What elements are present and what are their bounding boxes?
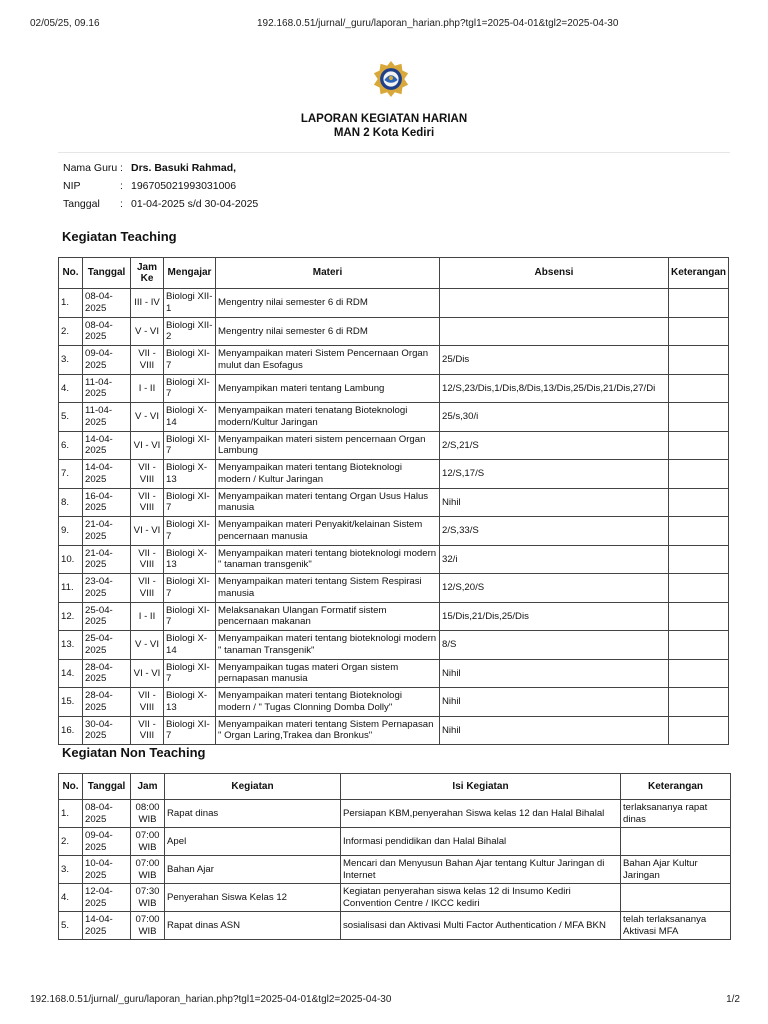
- table-row: [59, 602, 729, 631]
- col-header-mengajar: Mengajar: [164, 258, 216, 289]
- nonteaching-heading: Kegiatan Non Teaching: [62, 745, 206, 760]
- cell-no: 8.: [59, 488, 83, 517]
- cell-keterangan: [669, 488, 729, 517]
- cell-keterangan: [621, 884, 731, 912]
- cell-mengajar: Biologi XII-1: [164, 289, 216, 318]
- cell-keterangan: [669, 317, 729, 346]
- cell-mengajar: Biologi X-13: [164, 460, 216, 489]
- table-row: [59, 431, 729, 460]
- cell-keterangan: [669, 574, 729, 603]
- cell-mengajar: Biologi XI-7: [164, 488, 216, 517]
- info-colon: :: [120, 198, 123, 210]
- cell-mengajar: Biologi XI-7: [164, 602, 216, 631]
- cell-kegiatan: Apel: [165, 828, 341, 856]
- cell-tanggal: 21-04-2025: [83, 545, 131, 574]
- table-row: [59, 460, 729, 489]
- divider: [58, 152, 730, 153]
- cell-tanggal: 08-04-2025: [83, 800, 131, 828]
- teaching-header-row: [59, 258, 729, 289]
- col-header-absensi: Absensi: [440, 258, 669, 289]
- cell-no: 4.: [59, 884, 83, 912]
- cell-no: 16.: [59, 716, 83, 745]
- cell-no: 10.: [59, 545, 83, 574]
- cell-absensi: 2/S,21/S: [440, 431, 669, 460]
- cell-absensi: Nihil: [440, 488, 669, 517]
- cell-mengajar: Biologi X-14: [164, 631, 216, 660]
- madrasah-emblem-icon: [372, 60, 410, 98]
- cell-jam: 07:00 WIB: [131, 912, 165, 940]
- cell-materi: Mengentry nilai semester 6 di RDM: [216, 317, 440, 346]
- cell-jam: I - II: [131, 602, 164, 631]
- print-footer-url: 192.168.0.51/jurnal/_guru/laporan_harian.php?tgl1=2025-04-01&tgl2=2025-04-30: [30, 994, 392, 1005]
- col-header-tanggal: Tanggal: [83, 258, 131, 289]
- cell-jam: VII - VIII: [131, 488, 164, 517]
- info-tanggal-value: 01-04-2025 s/d 30-04-2025: [131, 198, 259, 210]
- cell-materi: Menyampaikan materi tentang Bioteknologi modern / " Tugas Clonning Domba Dolly": [216, 688, 440, 717]
- col-header-materi: Materi: [216, 258, 440, 289]
- cell-no: 14.: [59, 659, 83, 688]
- col-header-jam: Jam: [131, 774, 165, 800]
- table-row: [59, 659, 729, 688]
- cell-tanggal: 25-04-2025: [83, 602, 131, 631]
- cell-absensi: 2/S,33/S: [440, 517, 669, 546]
- cell-tanggal: 14-04-2025: [83, 460, 131, 489]
- cell-tanggal: 28-04-2025: [83, 659, 131, 688]
- cell-no: 2.: [59, 828, 83, 856]
- cell-keterangan: [669, 460, 729, 489]
- table-row: [59, 517, 729, 546]
- cell-mengajar: Biologi XI-7: [164, 517, 216, 546]
- cell-no: 4.: [59, 374, 83, 403]
- cell-no: 9.: [59, 517, 83, 546]
- cell-materi: Menyampaikan materi tentang Sistem Pernapasan " Organ Laring,Trakea dan Bronkus": [216, 716, 440, 745]
- cell-materi: Menyampikan materi tentang Lambung: [216, 374, 440, 403]
- cell-absensi: 12/S,23/Dis,1/Dis,8/Dis,13/Dis,25/Dis,21/Dis,27/Di: [440, 374, 669, 403]
- cell-absensi: 25/s,30/i: [440, 403, 669, 432]
- cell-materi: Menyampaikan materi tenatang Bioteknologi modern/Kultur Jaringan: [216, 403, 440, 432]
- cell-kegiatan: Bahan Ajar: [165, 856, 341, 884]
- cell-tanggal: 14-04-2025: [83, 431, 131, 460]
- table-row: [59, 912, 731, 940]
- cell-kegiatan: Penyerahan Siswa Kelas 12: [165, 884, 341, 912]
- print-datetime: 02/05/25, 09.16: [30, 18, 100, 29]
- cell-tanggal: 09-04-2025: [83, 828, 131, 856]
- table-row: [59, 800, 731, 828]
- cell-no: 15.: [59, 688, 83, 717]
- cell-isi: Mencari dan Menyusun Bahan Ajar tentang Kultur Jaringan di Internet: [341, 856, 621, 884]
- cell-isi: Persiapan KBM,penyerahan Siswa kelas 12 dan Halal Bihalal: [341, 800, 621, 828]
- cell-materi: Menyampaikan materi tentang Sistem Respirasi manusia: [216, 574, 440, 603]
- cell-jam: 07:00 WIB: [131, 828, 165, 856]
- nonteaching-table: [58, 773, 731, 940]
- cell-absensi: 12/S,17/S: [440, 460, 669, 489]
- cell-tanggal: 21-04-2025: [83, 517, 131, 546]
- table-row: [59, 884, 731, 912]
- report-title: LAPORAN KEGIATAN HARIAN: [300, 113, 468, 125]
- cell-jam: VII - VIII: [131, 716, 164, 745]
- cell-jam: 07:30 WIB: [131, 884, 165, 912]
- col-header-keterangan: Keterangan: [669, 258, 729, 289]
- cell-materi: Menyampaikan materi tentang Bioteknologi modern / Kultur Jaringan: [216, 460, 440, 489]
- cell-jam: VII - VIII: [131, 346, 164, 375]
- cell-keterangan: [669, 659, 729, 688]
- info-nip-value: 196705021993031006: [131, 180, 237, 192]
- cell-no: 7.: [59, 460, 83, 489]
- cell-mengajar: Biologi XI-7: [164, 374, 216, 403]
- cell-no: 11.: [59, 574, 83, 603]
- cell-materi: Melaksanakan Ulangan Formatif sistem pencernaan makanan: [216, 602, 440, 631]
- cell-tanggal: 28-04-2025: [83, 688, 131, 717]
- cell-mengajar: Biologi X-13: [164, 688, 216, 717]
- cell-keterangan: [669, 631, 729, 660]
- cell-no: 2.: [59, 317, 83, 346]
- cell-materi: Menyampaikan materi tentang bioteknologi modern " tanaman transgenik": [216, 545, 440, 574]
- cell-mengajar: Biologi XI-7: [164, 346, 216, 375]
- table-row: [59, 828, 731, 856]
- cell-jam: 07:00 WIB: [131, 856, 165, 884]
- cell-jam: V - VI: [131, 317, 164, 346]
- cell-isi: sosialisasi dan Aktivasi Multi Factor Authentication / MFA BKN: [341, 912, 621, 940]
- nonteaching-header-row: [59, 774, 731, 800]
- table-row: [59, 688, 729, 717]
- cell-tanggal: 10-04-2025: [83, 856, 131, 884]
- cell-mengajar: Biologi XI-7: [164, 716, 216, 745]
- cell-jam: 08:00 WIB: [131, 800, 165, 828]
- cell-materi: Menyampaikan materi Sistem Pencernaan Organ mulut dan Esofagus: [216, 346, 440, 375]
- info-nama-label: Nama Guru: [63, 162, 118, 174]
- cell-jam: III - IV: [131, 289, 164, 318]
- cell-mengajar: Biologi XI-7: [164, 659, 216, 688]
- table-row: [59, 856, 731, 884]
- cell-jam: VI - VI: [131, 431, 164, 460]
- cell-absensi: 15/Dis,21/Dis,25/Dis: [440, 602, 669, 631]
- cell-isi: Informasi pendidikan dan Halal Bihalal: [341, 828, 621, 856]
- cell-tanggal: 12-04-2025: [83, 884, 131, 912]
- cell-jam: VII - VIII: [131, 688, 164, 717]
- cell-jam: VI - VI: [131, 517, 164, 546]
- info-nama-value: Drs. Basuki Rahmad,: [131, 162, 237, 174]
- cell-no: 1.: [59, 289, 83, 318]
- page-number: 1/2: [726, 994, 740, 1005]
- cell-keterangan: [669, 374, 729, 403]
- cell-keterangan: Bahan Ajar Kultur Jaringan: [621, 856, 731, 884]
- cell-jam: VII - VIII: [131, 460, 164, 489]
- cell-keterangan: [669, 403, 729, 432]
- col-header-kegiatan: Kegiatan: [165, 774, 341, 800]
- table-row: [59, 317, 729, 346]
- cell-tanggal: 08-04-2025: [83, 289, 131, 318]
- info-colon: :: [120, 162, 123, 174]
- cell-keterangan: [669, 431, 729, 460]
- col-header-jam-ke: Jam Ke: [131, 258, 164, 289]
- cell-keterangan: [669, 346, 729, 375]
- print-url: 192.168.0.51/jurnal/_guru/laporan_harian.php?tgl1=2025-04-01&tgl2=2025-04-30: [257, 18, 619, 29]
- teaching-table: [58, 257, 729, 745]
- table-row: [59, 374, 729, 403]
- cell-absensi: Nihil: [440, 716, 669, 745]
- cell-mengajar: Biologi X-13: [164, 545, 216, 574]
- info-nip-label: NIP: [63, 180, 81, 192]
- cell-keterangan: [669, 289, 729, 318]
- cell-keterangan: [669, 716, 729, 745]
- cell-jam: VI - VI: [131, 659, 164, 688]
- table-row: [59, 716, 729, 745]
- cell-tanggal: 25-04-2025: [83, 631, 131, 660]
- col-header-keterangan: Keterangan: [621, 774, 731, 800]
- teaching-heading: Kegiatan Teaching: [62, 229, 177, 244]
- cell-keterangan: terlaksananya rapat dinas: [621, 800, 731, 828]
- cell-keterangan: [669, 545, 729, 574]
- col-header-tanggal: Tanggal: [83, 774, 131, 800]
- cell-keterangan: [669, 602, 729, 631]
- cell-mengajar: Biologi XI-7: [164, 431, 216, 460]
- cell-keterangan: [621, 828, 731, 856]
- cell-isi: Kegiatan penyerahan siswa kelas 12 di Insumo Kediri Convention Centre / IKCC kediri: [341, 884, 621, 912]
- table-row: [59, 488, 729, 517]
- table-row: [59, 631, 729, 660]
- table-row: [59, 403, 729, 432]
- cell-absensi: [440, 317, 669, 346]
- cell-materi: Menyampaikan materi tentang bioteknologi modern " tanaman Transgenik": [216, 631, 440, 660]
- col-header-no: No.: [59, 774, 83, 800]
- cell-no: 3.: [59, 346, 83, 375]
- info-colon: :: [120, 180, 123, 192]
- cell-absensi: [440, 289, 669, 318]
- table-row: [59, 289, 729, 318]
- cell-tanggal: 08-04-2025: [83, 317, 131, 346]
- cell-tanggal: 23-04-2025: [83, 574, 131, 603]
- cell-jam: VII - VIII: [131, 545, 164, 574]
- cell-tanggal: 16-04-2025: [83, 488, 131, 517]
- cell-absensi: Nihil: [440, 659, 669, 688]
- cell-no: 12.: [59, 602, 83, 631]
- cell-mengajar: Biologi X-14: [164, 403, 216, 432]
- cell-kegiatan: Rapat dinas ASN: [165, 912, 341, 940]
- cell-no: 5.: [59, 403, 83, 432]
- cell-absensi: Nihil: [440, 688, 669, 717]
- cell-no: 6.: [59, 431, 83, 460]
- school-name: MAN 2 Kota Kediri: [333, 127, 435, 139]
- col-header-no: No.: [59, 258, 83, 289]
- col-header-isi-kegiatan: Isi Kegiatan: [341, 774, 621, 800]
- cell-mengajar: Biologi XII-2: [164, 317, 216, 346]
- cell-no: 5.: [59, 912, 83, 940]
- cell-jam: VII - VIII: [131, 574, 164, 603]
- cell-absensi: 8/S: [440, 631, 669, 660]
- cell-kegiatan: Rapat dinas: [165, 800, 341, 828]
- cell-jam: V - VI: [131, 403, 164, 432]
- cell-tanggal: 09-04-2025: [83, 346, 131, 375]
- table-row: [59, 346, 729, 375]
- cell-absensi: 25/Dis: [440, 346, 669, 375]
- cell-tanggal: 11-04-2025: [83, 374, 131, 403]
- cell-keterangan: [669, 688, 729, 717]
- cell-mengajar: Biologi XI-7: [164, 574, 216, 603]
- cell-materi: Mengentry nilai semester 6 di RDM: [216, 289, 440, 318]
- cell-tanggal: 11-04-2025: [83, 403, 131, 432]
- cell-keterangan: telah terlaksananya Aktivasi MFA: [621, 912, 731, 940]
- info-tanggal-label: Tanggal: [63, 198, 100, 210]
- cell-keterangan: [669, 517, 729, 546]
- table-row: [59, 545, 729, 574]
- cell-materi: Menyampaikan materi tentang Organ Usus Halus manusia: [216, 488, 440, 517]
- cell-jam: I - II: [131, 374, 164, 403]
- cell-no: 13.: [59, 631, 83, 660]
- cell-no: 1.: [59, 800, 83, 828]
- cell-materi: Menyampaikan materi Penyakit/kelainan Sistem pencernaan manusia: [216, 517, 440, 546]
- cell-no: 3.: [59, 856, 83, 884]
- cell-absensi: 12/S,20/S: [440, 574, 669, 603]
- cell-tanggal: 30-04-2025: [83, 716, 131, 745]
- cell-materi: Menyampaikan materi sistem pencernaan Organ Lambung: [216, 431, 440, 460]
- cell-tanggal: 14-04-2025: [83, 912, 131, 940]
- table-row: [59, 574, 729, 603]
- cell-jam: V - VI: [131, 631, 164, 660]
- cell-absensi: 32/i: [440, 545, 669, 574]
- cell-materi: Menyampaikan tugas materi Organ sistem pernapasan manusia: [216, 659, 440, 688]
